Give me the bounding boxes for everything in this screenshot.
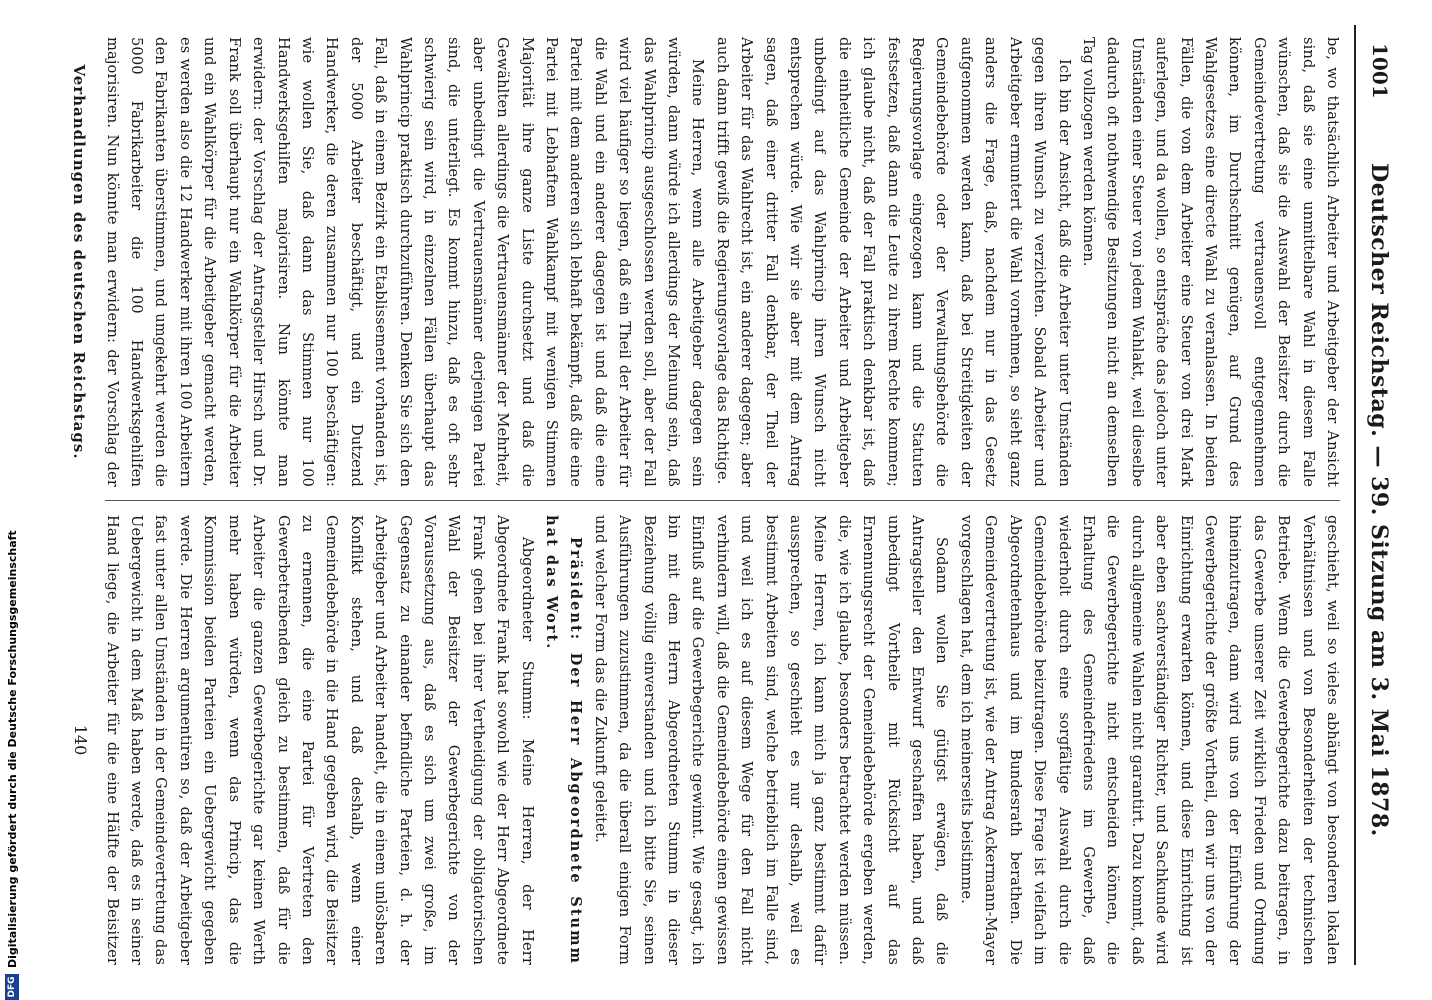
paragraph: Abgeordneter Stumm: Meine Herren, der Herr Abgeordnete Frank hat sowohl wie der Herr Abgeordnete Frank gehen bei ihrer Vertheidigung der obligatorischen Wahl der Beisitzer der Gewerbegerichte von der Voraussetzung aus, daß es sich um zwei große, im Gegensatz zu einander befindliche Parteien, d. h. der Arbeitgeber und Arbeiter handelt, die in einem unlösbaren Konflikt stehen, und daß deshalb, wenn einer Gemeindebehörde in die Hand gegeben wird, die Beisitzer zu ernennen, die eine Partei für Vertreten den Gewerbetreibenden gleich zu bestimmen, daß für die Arbeiter die ganzen Gewerbegerichte gar keinen Werth mehr haben würden, wenn das Princip, das die Kommission beiden Parteien ein Uebergewicht gegeben werde. Die Herren argumentiren so, daß der Arbeitgeber fast unter allen Umständen in der Gemeindevertretung das Uebergewicht in dem Maß haben werde, daß es in seiner Hand liege, die Arbeiter für die eine Hälfte der Beisitzer [103,515,536,965]
column-left [99,37,1344,487]
paragraph: geschieht, weil so vieles abhängt von besonderen lokalen Verhältnissen und von Besonderheiten der technischen Betriebe. Wenn die Gewerbegerichte dazu beitragen, in das Gewerbe unserer Zeit wirklich Frieden und Ordnung hineinzutragen, dann wird uns von der Einführung der Gewerbegerichte der größte Vortheil, den wir uns von der Einrichtung erwarten können, und diese Einrichtung ist aber eben sachverständiger Richter, und Sachkunde wird durch allgemeine Wahlen nicht garantirt. Dazu kommt, daß die Gewerbegerichte nicht entscheiden können, die Erhaltung des Gemeindefriedens im Gewerbe, daß wiederholt durch eine sorgfältige Auswahl durch die Gemeindebehörde beizutragen. Diese Frage ist vielfach im Abgeordnetenhaus und im Bundesrath berathen. Die Gemeindevertretung ist, wie der Antrag Ackermann-Mayer vorgeschlagen hat, dem ich meinerseits beistimme. [957,515,1341,965]
digitization-note-text: Digitalisierung gefördert durch die Deutsche Forschungsgemeinschaft [5,530,19,968]
page-header [1360,15,1400,985]
page-number: 1001 [1368,43,1392,99]
page-signature: 140 [71,724,90,756]
running-title: Deutscher Reichstag. — 39. Sitzung am 3. Mai 1878. [1366,163,1392,837]
column-divider [105,500,1340,501]
paragraph: be, wo thatsächlich Arbeiter und Arbeitgeber der Ansicht sind, daß sie eine unmittelbare Wahl in diesem Falle wünschen, daß sie die Auswahl der Beisitzer durch die Gemeindevertretung vertrauensvoll entgegennehmen können, im Durchschnitt genügen, auf Grund des Wahlgesetzes eine directe Wahl zu veranlassen. In beiden Fällen, die von dem Arbeiter eine Steuer von drei Mark auferlegen, und da wollen, so entspräche das jedoch unter Umständen einer Steuer von jedem Wahlakt, weil dieselbe dadurch oft nothwendige Besitzungen nicht an demselben Tag vollzogen werden können. [1079,37,1341,487]
footer-title: Verhandlungen des deutschen Reichstags. [70,64,88,460]
column-right [99,515,1344,965]
digitization-note [4,0,20,1000]
paragraph: Sodann wollen Sie gütigst erwägen, daß die Antragsteller den Entwurf geschaffen haben, und daß unbedingt Vortheile mit Rücksicht auf das Ernennungsrecht der Gemeindebehörde ergeben werden, die, wie ich glaube, besonders betrachtet werden müssen. Meine Herren, ich kann mich ja ganz bestimmt dafür aussprechen, so geschieht es nur deshalb, weil es bestimmt Arbeiten sind, welche betrieblich im Falle sind, und weil ich es auf diesem Wege für den Fall nicht verhindern will, daß die Gemeindebehörde einen gewissen Einfluß auf die Gewerbegerichte gewinnt. Wie gesagt, ich bin mit dem Herrn Abgeordneten Stumm in dieser Beziehung völlig einverstanden und ich bitte Sie, seinen Ausführungen zuzustimmen, da die überall einigen Form und welcher Form das die Zukunft geleitet. [591,515,951,965]
speaker-line: Präsident: Der Herr Abgeordnete Stumm hat das Wort. [543,515,585,965]
paragraph: Ich bin der Ansicht, daß die Arbeiter unter Umständen gegen ihren Wunsch zu verzichten. Sobald Arbeiter und Arbeitgeber ermuntert die Wahl vornehmen, so sieht ganz anders die Frage, daß, nachdem nur in das Gesetz aufgenommen werden kann, daß bei Streitigkeiten der Gemeindebehörde oder der Verwaltungsbehörde die Regierungsvorlage eingezogen kann und die Statuten festsetzen, daß dann die Leute zu ihrem Rechte kommen; ich glaube nicht, daß der Fall praktisch denkbar ist, daß die einheitliche Gemeinde der Arbeiter und Arbeitgeber unbedingt auf das Wahlprincip ihren Wunsch nicht entsprechen würde. Wie wir sie aber mit dem Antrag sagen, daß einer dritter Fall denkbar, der Theil der Arbeiter für das Wahlrecht ist, ein anderer dagegen; aber auch dann trifft gewiß die Regierungsvorlage das Richtige. [713,37,1073,487]
rotated-page [40,15,1400,985]
dfg-logo-icon: DFG [5,974,19,1000]
paragraph: Meine Herren, wenn alle Arbeitgeber dagegen sein würden, dann würde ich allerdings der Meinung sein, daß das Wahlprincip ausgeschlossen werden soll, aber der Fall wird viel häufiger so liegen, daß ein Theil der Arbeiter für die Wahl und ein anderer dagegen ist und daß die eine Partei mit dem anderen sich lebhaft bekämpft, daß die eine Partei mit Lebhaftem Wahlkampf mit wenigen Stimmen Majorität ihre ganze Liste durchsetzt und daß die Gewählten allerdings die Vertrauensmänner der Mehrheit, aber unbedingt die Vertrauensmänner derjenigen Partei sind, die unterliegt. Es kommt hinzu, daß es oft sehr schwierig sein wird, in einzelnen Fällen überhaupt das Wahlprincip praktisch durchzuführen. Denken Sie sich den Fall, daß in einem Bezirk ein Etablissement vorhanden ist, der 5000 Arbeiter beschäftigt, und ein Dutzend Handwerker, die deren zusammen nur 100 beschäftigen: wie wollen Sie, daß dann das Stimmen nur 100 Handwerksgehilfen majorisiren. Nun könnte man erwidern: der Vorschlag der Antragsteller Hirsch und Dr. Frank soll überhaupt nur ein Wahlkörper für die Arbeiter und ein Wahlkörper für die Arbeitgeber gemacht werden, es werden also die 12 Handwerker mit ihren 100 Arbeitern den Fabrikanten überstimmen, und umgekehrt werden die 5000 Fabrikarbeiter die 100 Handwerksgehilfen majorisiren. Nun könnte man erwidern: der Vorschlag der [103,37,707,487]
header-rule [1355,25,1357,965]
